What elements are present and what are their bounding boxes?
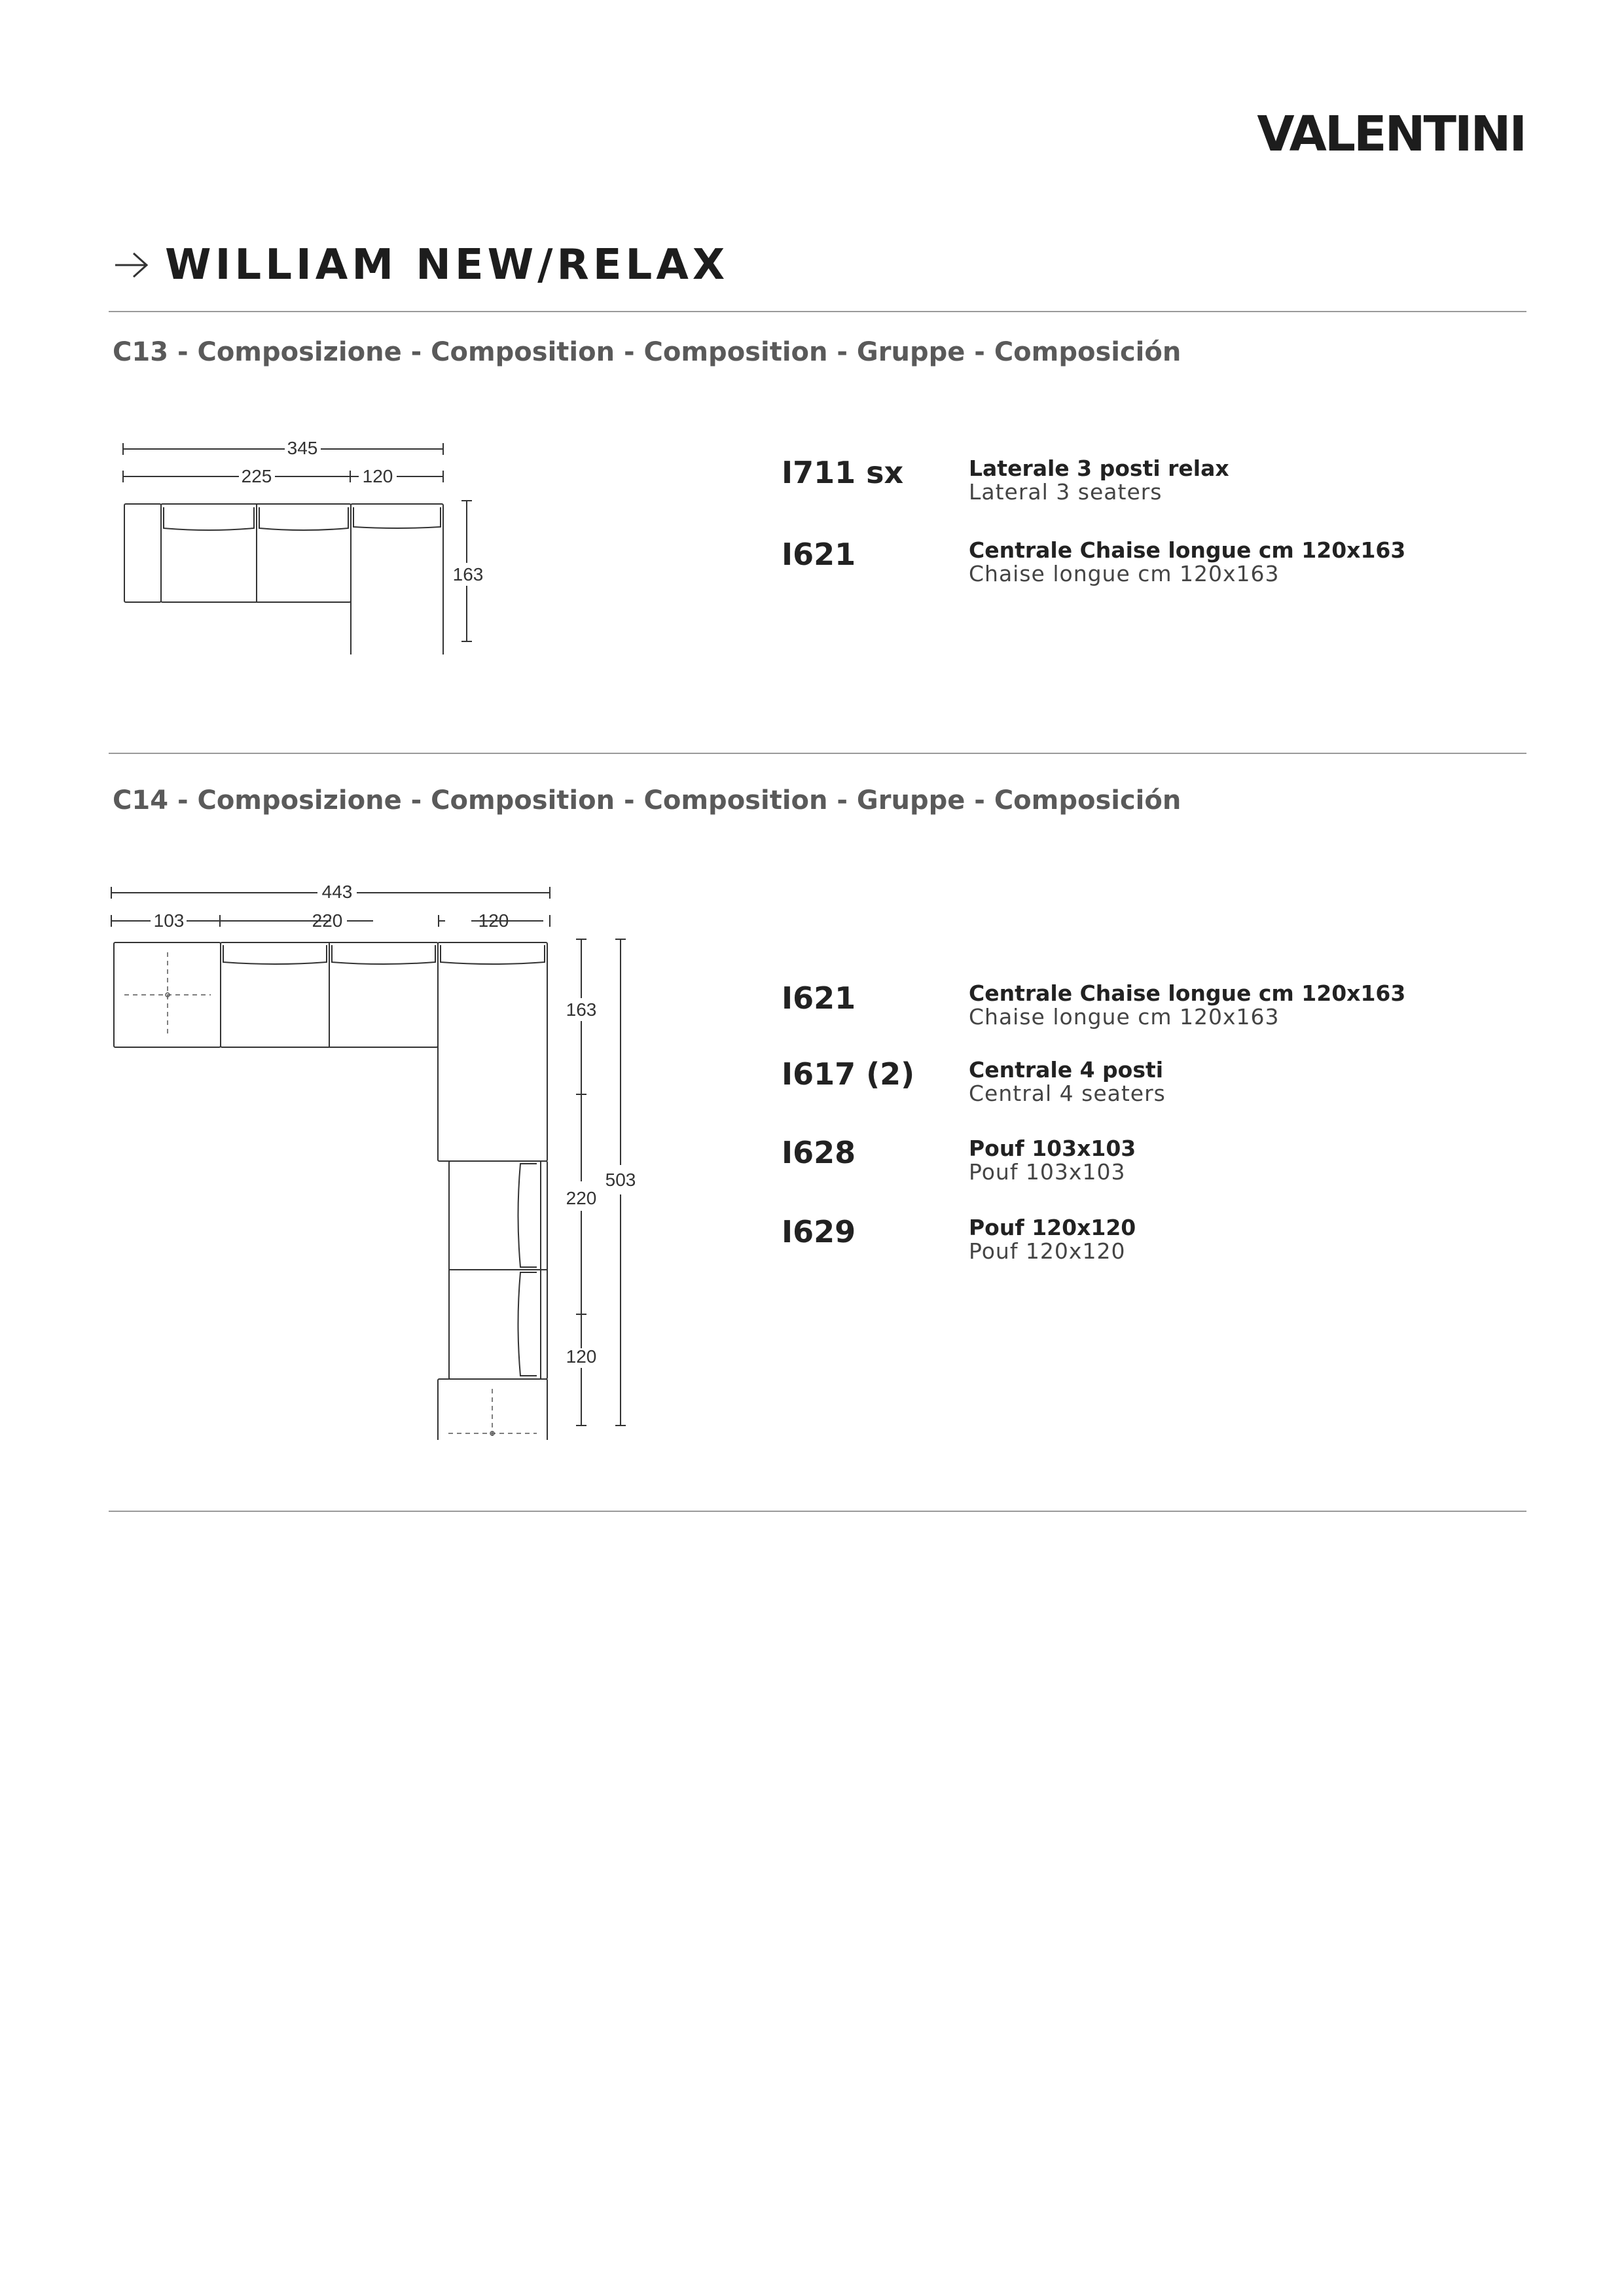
item-code: I629 xyxy=(782,1214,856,1249)
dimension-label: 103 xyxy=(153,910,185,931)
item-name: Centrale Chaise longue cm 120x163 xyxy=(969,537,1406,563)
dimension-label: 163 xyxy=(566,999,597,1020)
c13-diagram xyxy=(111,429,504,655)
item-translation: Chaise longue cm 120x163 xyxy=(969,561,1280,586)
item-code: I621 xyxy=(782,537,856,572)
page-title: WILLIAM NEW/RELAX xyxy=(165,241,729,289)
composition-heading: C14 - Composizione - Composition - Composition - Gruppe - Composición xyxy=(113,785,1182,816)
c14-diagram xyxy=(105,877,668,1440)
item-name: Pouf 120x120 xyxy=(969,1215,1136,1240)
item-translation: Pouf 120x120 xyxy=(969,1238,1126,1264)
item-code: I711 sx xyxy=(782,455,904,490)
dimension-label: 503 xyxy=(605,1170,636,1190)
composition-heading: C13 - Composizione - Composition - Composition - Gruppe - Composición xyxy=(113,337,1182,367)
divider xyxy=(109,1511,1526,1512)
item-name: Laterale 3 posti relax xyxy=(969,456,1229,481)
dimension-label: 220 xyxy=(566,1188,597,1208)
divider xyxy=(109,753,1526,754)
item-name: Centrale Chaise longue cm 120x163 xyxy=(969,980,1406,1006)
dimension-label: 220 xyxy=(312,910,343,931)
divider xyxy=(109,311,1526,312)
item-code: I628 xyxy=(782,1135,856,1170)
item-translation: Lateral 3 seaters xyxy=(969,479,1163,505)
dimension-label: 120 xyxy=(362,466,393,486)
item-code: I617 (2) xyxy=(782,1056,915,1092)
item-translation: Central 4 seaters xyxy=(969,1081,1166,1106)
dimension-label: 443 xyxy=(321,882,353,902)
dimension-label: 120 xyxy=(566,1346,597,1367)
dimension-label: 345 xyxy=(287,438,318,458)
dimension-label: 225 xyxy=(241,466,272,486)
item-name: Centrale 4 posti xyxy=(969,1057,1164,1083)
item-translation: Pouf 103x103 xyxy=(969,1159,1126,1185)
item-code: I621 xyxy=(782,980,856,1016)
dimension-label: 120 xyxy=(478,910,509,931)
arrow-right-icon xyxy=(113,250,151,280)
dimension-label: 163 xyxy=(452,564,484,584)
item-name: Pouf 103x103 xyxy=(969,1136,1136,1161)
title-row xyxy=(113,236,729,295)
item-translation: Chaise longue cm 120x163 xyxy=(969,1004,1280,1030)
brand-logo: VALENTINI xyxy=(1257,106,1525,162)
